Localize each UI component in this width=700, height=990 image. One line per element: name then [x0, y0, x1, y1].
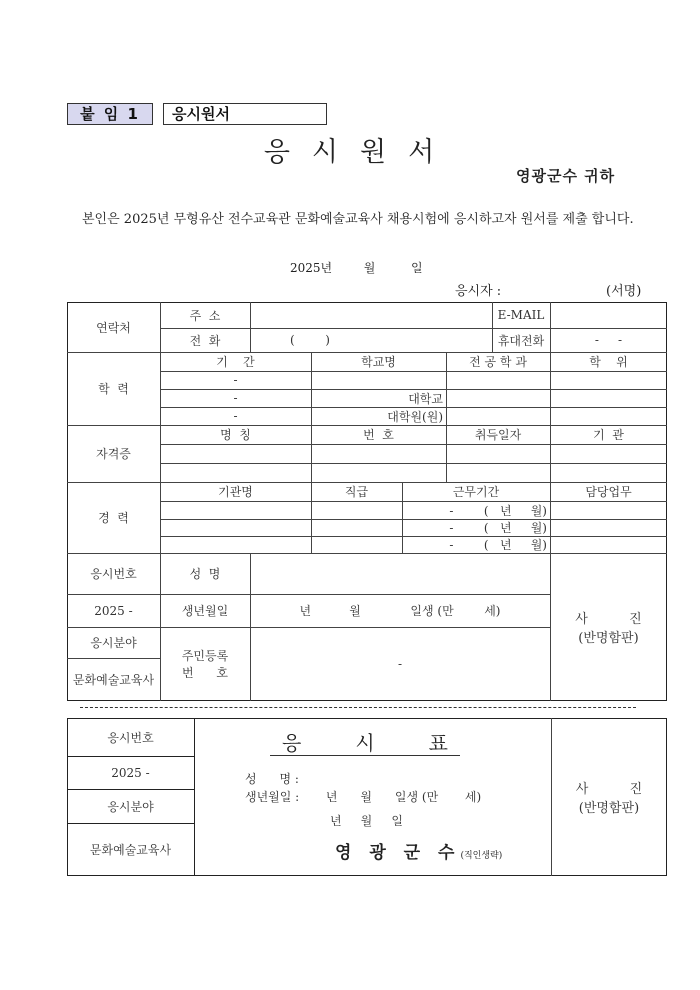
- ticket-name-line: 성 명 :: [245, 772, 299, 786]
- exam-number-value: 2025 -: [94, 603, 133, 618]
- rrn-field[interactable]: -: [397, 657, 403, 671]
- edu-header-period: 기 간: [216, 355, 255, 369]
- phone-label: 전 화: [189, 333, 221, 348]
- email-label: E-MAIL: [497, 308, 545, 322]
- ticket-title-char: 응: [282, 731, 302, 755]
- edu-header-school: 학교명: [361, 355, 396, 369]
- ticket-date-line: 년 월 일: [330, 814, 403, 828]
- contact-section-label: 연락처: [96, 320, 131, 335]
- date-day: 일: [411, 261, 423, 275]
- career-row-period[interactable]: - ( 년 월): [449, 503, 547, 518]
- exam-field-label: 응시분야: [90, 636, 137, 650]
- photo-label: 사 진: [575, 612, 642, 627]
- career-section-label: 경 력: [98, 511, 129, 525]
- ticket-exam-number-label: 응시번호: [107, 730, 154, 745]
- ticket-photo-box: [551, 718, 667, 876]
- cert-header-number: 번 호: [363, 428, 394, 442]
- cert-header-date: 취득일자: [474, 428, 522, 442]
- addressee: 영광군수 귀하: [516, 167, 616, 185]
- photo-size-label: (반명함판): [578, 631, 639, 646]
- address-label: 주 소: [189, 308, 221, 323]
- ticket-field-label: 응시분야: [107, 799, 154, 814]
- cert-header-issuer: 기 관: [593, 428, 624, 442]
- career-header-duty: 담당업무: [585, 485, 632, 499]
- name-label: 성 명: [189, 567, 221, 581]
- address-field[interactable]: [250, 302, 492, 328]
- rrn-label: [160, 627, 250, 701]
- page-title: 응시원서: [263, 137, 457, 168]
- intro-paragraph: 본인은 2025년 무형유산 전수교육관 문화예술교육사 채용시험에 응시하고자 원서를 제출 합니다.: [82, 212, 634, 227]
- exam-field-value: 문화예술교육사: [72, 673, 155, 687]
- edu-header-degree: 학 위: [589, 355, 628, 369]
- ticket-field-value: 문화예술교육사: [89, 843, 172, 857]
- attachment-label: 붙 임 1: [67, 103, 153, 125]
- cert-header-name: 명 칭: [220, 428, 251, 442]
- birth-label: 생년월일: [181, 604, 229, 618]
- date-month: 월: [363, 261, 376, 275]
- attachment-title: 응시원서: [163, 103, 327, 125]
- applicant-label: 응시자 :: [455, 284, 502, 299]
- ticket-birth-line: 생년월일 : 년 월 일생 (만 세): [245, 790, 482, 804]
- career-header-org: 기관명: [218, 485, 253, 499]
- career-row-period[interactable]: - ( 년 월): [449, 521, 547, 535]
- ticket-exam-number-value: 2025 -: [111, 765, 150, 780]
- photo-box: [550, 553, 667, 701]
- name-field[interactable]: [250, 553, 550, 594]
- phone-field[interactable]: ( ): [290, 333, 330, 347]
- issuer-name: 영 광 군 수: [335, 843, 461, 863]
- ticket-title-char: 표: [428, 731, 448, 755]
- ticket-photo-size-label: (반명함판): [578, 801, 640, 816]
- mobile-label: 휴대전화: [497, 333, 545, 348]
- edu-row-school[interactable]: 대학원(원): [387, 409, 443, 424]
- exam-number-label: 응시번호: [90, 567, 137, 581]
- career-row-period[interactable]: - ( 년 월): [449, 538, 547, 552]
- edu-row-period[interactable]: -: [233, 409, 238, 423]
- birth-field[interactable]: 년 월 일생 (만 세): [299, 604, 501, 618]
- edu-row-school[interactable]: 대학교: [408, 391, 443, 406]
- ticket-issuer: [335, 838, 502, 863]
- edu-row-school[interactable]: [311, 371, 446, 389]
- email-field[interactable]: [550, 302, 667, 328]
- ticket-title-char: 시: [355, 731, 375, 755]
- cut-line: [80, 707, 636, 708]
- seal-omitted-note: (직인생략): [460, 851, 503, 861]
- signature-label: (서명): [606, 284, 642, 299]
- career-header-period: 근무기간: [452, 485, 500, 499]
- rrn-label-line2: 번 호: [181, 666, 229, 680]
- edu-row-period[interactable]: -: [233, 391, 238, 405]
- date-year: 2025년: [290, 261, 333, 275]
- rrn-label-line1: 주민등록: [181, 649, 229, 663]
- edu-header-major: 전 공 학 과: [469, 355, 527, 369]
- submission-date: [290, 259, 423, 276]
- ticket-title: [270, 728, 460, 756]
- mobile-field[interactable]: - -: [594, 333, 623, 347]
- ticket-photo-label: 사 진: [575, 782, 643, 797]
- certificate-section-label: 자격증: [96, 447, 131, 461]
- edu-row-period[interactable]: -: [233, 373, 238, 387]
- career-header-rank: 직급: [344, 485, 369, 499]
- education-section-label: 학 력: [98, 382, 129, 396]
